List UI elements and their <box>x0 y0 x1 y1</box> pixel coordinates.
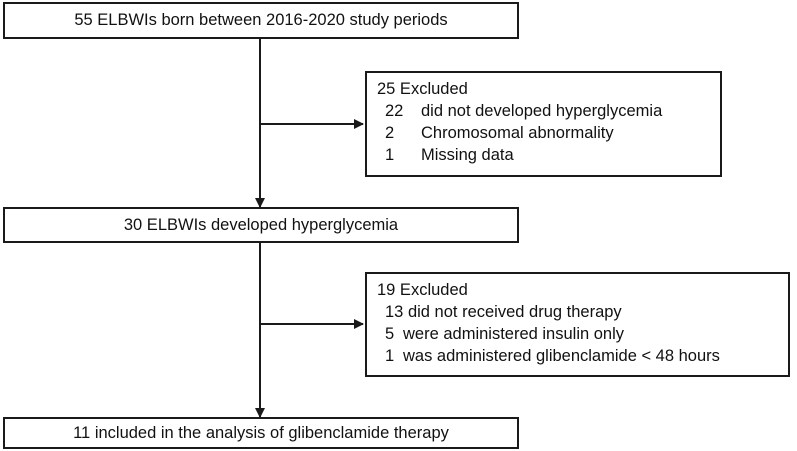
hyperglycemia-box <box>3 207 519 243</box>
exclusion-1-item-count: 2 <box>385 124 395 142</box>
exclusion-2-item-text: were administered insulin only <box>403 325 625 343</box>
analysis-box <box>3 417 519 449</box>
exclusion-box-1 <box>365 71 722 177</box>
analysis-text: 11 included in the analysis of glibenclamide therapy <box>73 423 449 442</box>
exclusion-1-item-text: did not developed hyperglycemia <box>421 102 663 120</box>
exclusion-2-item-count: 1 <box>385 347 395 365</box>
exclusion-2-item-count: 5 <box>385 325 395 343</box>
exclusion-1-item-text: Missing data <box>421 146 514 164</box>
exclusion-2-item <box>377 301 788 323</box>
exclusion-2-title: 19 Excluded <box>377 281 468 299</box>
exclusion-1-item <box>377 144 720 166</box>
exclusion-2-item-text: was administered glibenclamide < 48 hours <box>403 347 720 365</box>
enrollment-text: 55 ELBWIs born between 2016-2020 study periods <box>74 11 448 29</box>
exclusion-2-item <box>377 323 788 345</box>
exclusion-box-2 <box>365 272 790 377</box>
hyperglycemia-text: 30 ELBWIs developed hyperglycemia <box>123 215 399 234</box>
exclusion-2-item-count: 13 <box>385 303 404 321</box>
exclusion-1-item <box>377 100 720 122</box>
exclusion-1-item-count: 1 <box>385 146 395 164</box>
exclusion-1-item-text: Chromosomal abnormality <box>421 124 614 142</box>
exclusion-1-item <box>377 122 720 144</box>
exclusion-2-item-text: did not received drug therapy <box>407 303 622 321</box>
enrollment-box <box>3 2 519 39</box>
exclusion-2-item <box>377 345 788 367</box>
exclusion-1-title: 25 Excluded <box>377 80 468 98</box>
exclusion-1-item-count: 22 <box>385 102 404 120</box>
